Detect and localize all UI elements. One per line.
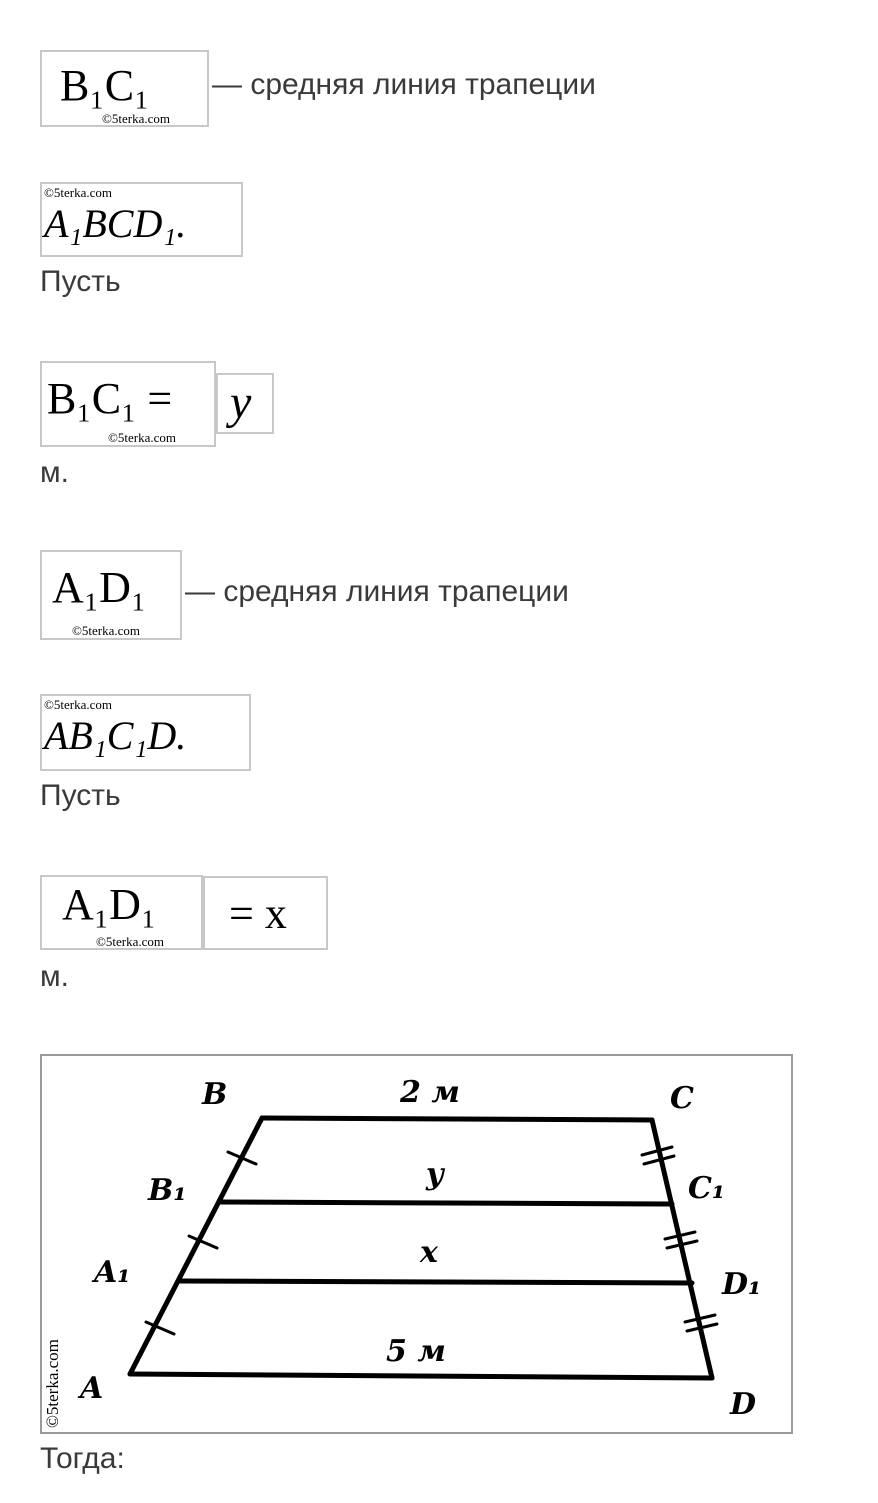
trapezoid-diagram [40, 1054, 793, 1434]
formula-image-eq-x [203, 876, 328, 950]
formula-image-b1c1 [40, 50, 209, 127]
watermark: ©5terka.com [96, 934, 164, 949]
vertex-label-a: A [80, 1371, 104, 1406]
formula-b1c1-eq: B₁C₁ = [47, 374, 173, 423]
watermark: ©5terka.com [44, 697, 112, 712]
unit-m-text: м. [40, 456, 69, 489]
watermark: ©5terka.com [72, 623, 140, 638]
formula-a1bcd1: A₁BCD₁. [44, 201, 187, 246]
formula-y: y [230, 376, 252, 429]
formula-a1d1: A₁D₁ [62, 880, 157, 929]
formula-image-a1d1-2 [40, 875, 203, 950]
vertex-label-c1: C₁ [688, 1171, 726, 1206]
vertex-label-b: B [202, 1077, 228, 1112]
segment-label-top: 2 м [400, 1075, 460, 1110]
vertex-label-a1: A₁ [94, 1255, 131, 1290]
segment-label-bottom: 5 м [386, 1334, 446, 1369]
watermark: ©5terka.com [108, 430, 176, 445]
formula-image-b1c1-eq [40, 361, 216, 447]
let-text: Пусть [40, 779, 121, 812]
then-text: Тогда: [40, 1442, 125, 1475]
segment-label-x: x [420, 1235, 438, 1270]
let-text: Пусть [40, 265, 121, 298]
base-bc [262, 1118, 652, 1120]
side-ab [130, 1118, 262, 1374]
diagram-watermark: ©5terka.com [43, 1339, 62, 1428]
unit-m-text: м. [40, 960, 69, 993]
formula-eq-x: = x [229, 889, 287, 938]
midline-b1c1 [220, 1202, 672, 1204]
formula-b1c1: B₁C₁ [60, 61, 150, 110]
midline-text: — средняя линия трапеции [212, 68, 596, 101]
trapezoid-svg [42, 1056, 791, 1432]
vertex-label-d: D [730, 1387, 757, 1422]
formula-image-y [216, 373, 274, 434]
watermark: ©5terka.com [102, 111, 170, 126]
formula-image-a1bcd1 [40, 182, 243, 257]
formula-image-a1d1 [40, 550, 182, 640]
watermark: ©5terka.com [44, 185, 112, 200]
midline-a1d1 [180, 1281, 692, 1283]
formula-ab1c1d: AB₁C₁D. [44, 713, 187, 758]
base-ad [130, 1374, 712, 1378]
formula-a1d1: A₁D₁ [52, 563, 147, 612]
formula-image-ab1c1d [40, 694, 251, 771]
vertex-label-d1: D₁ [722, 1267, 762, 1302]
segment-label-y: y [426, 1157, 444, 1192]
midline-text: — средняя линия трапеции [185, 575, 569, 608]
vertex-label-b1: B₁ [148, 1173, 187, 1208]
vertex-label-c: C [670, 1081, 694, 1116]
